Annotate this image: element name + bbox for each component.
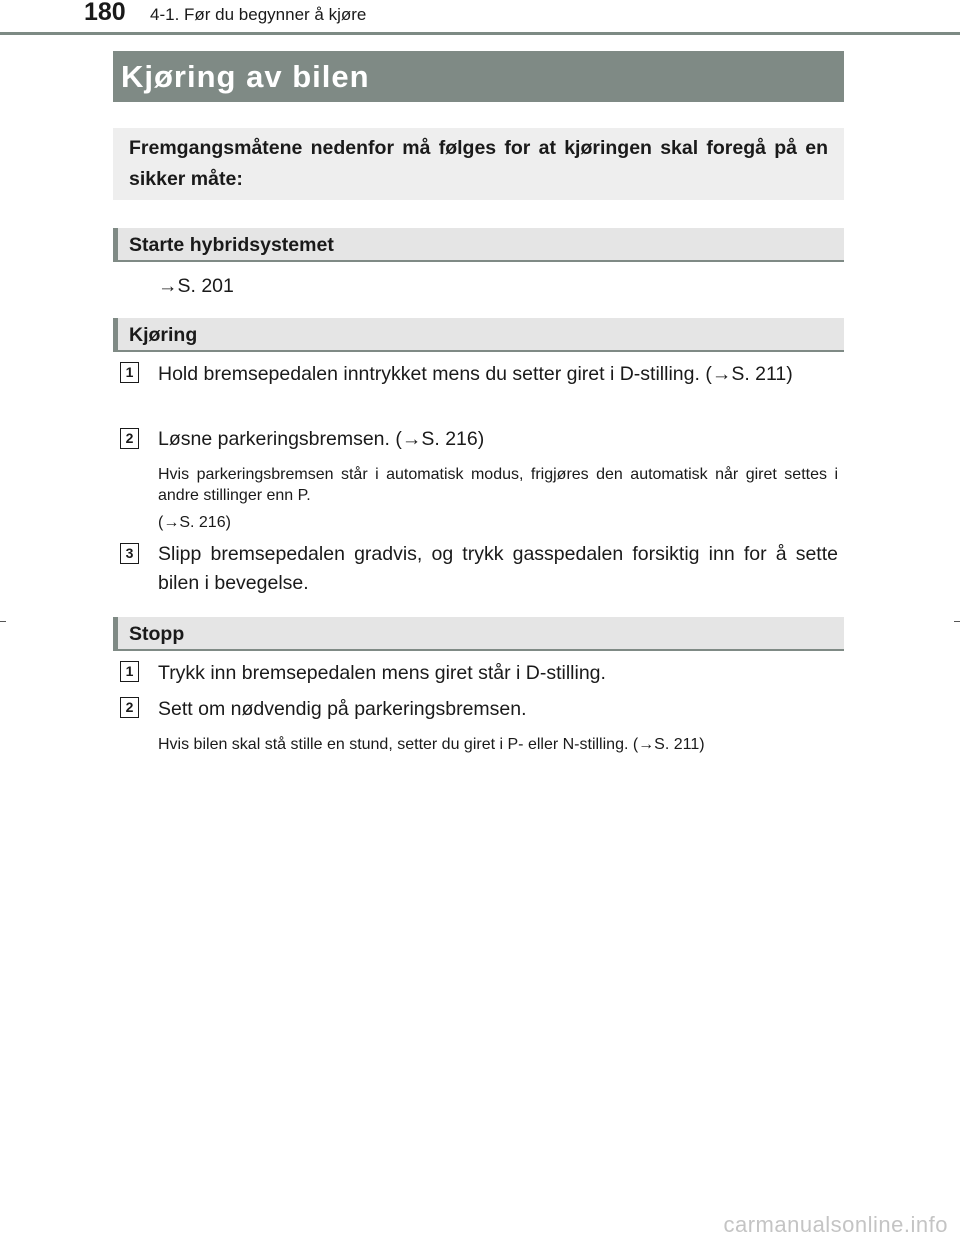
header-rule: [0, 32, 960, 35]
watermark: carmanualsonline.info: [723, 1212, 948, 1237]
running-head: 4-1. Før du begynner å kjøre: [150, 5, 367, 24]
crop-mark-right: [954, 621, 960, 622]
crop-mark-left: [0, 621, 6, 622]
section-heading-stop: Stopp: [113, 617, 844, 651]
step-number-badge: 2: [120, 428, 139, 449]
step-number-badge: 1: [120, 362, 139, 383]
section-heading-start: Starte hybridsystemet: [113, 228, 844, 262]
page-title: Kjøring av bilen: [113, 51, 844, 102]
step-text: Trykk inn bremsepedalen mens giret står i D-stilling.: [158, 662, 606, 684]
section-heading-driving: Kjøring: [113, 318, 844, 352]
note-text: Hvis parkeringsbremsen står i automatisk modus, frigjøres den automatisk når giret settes i andre stillinger enn P.: [158, 466, 838, 504]
step-number-badge: 3: [120, 543, 139, 564]
note-reference[interactable]: (→S. 216): [158, 514, 231, 531]
note-text: Hvis bilen skal stå stille en stund, setter du giret i P- eller N-stilling. (→S. 211): [158, 736, 705, 753]
step-number-badge: 1: [120, 661, 139, 682]
step-number-badge: 2: [120, 697, 139, 718]
page-number: 180: [84, 0, 126, 26]
page-reference-start[interactable]: →S. 201: [158, 275, 234, 297]
step-text: Løsne parkeringsbremsen. (→S. 216): [158, 428, 485, 450]
step-text: Hold bremsepedalen inntrykket mens du setter giret i D-stilling. (→S. 211): [158, 363, 793, 385]
step-text: Slipp bremsepedalen gradvis, og trykk gasspedalen forsiktig inn for å sette bilen i bevegelse.: [158, 543, 838, 594]
step-text: Sett om nødvendig på parkeringsbremsen.: [158, 698, 527, 720]
intro-text: Fremgangsmåtene nedenfor må følges for at kjøringen skal foregå på en sikker måte:: [113, 128, 844, 200]
